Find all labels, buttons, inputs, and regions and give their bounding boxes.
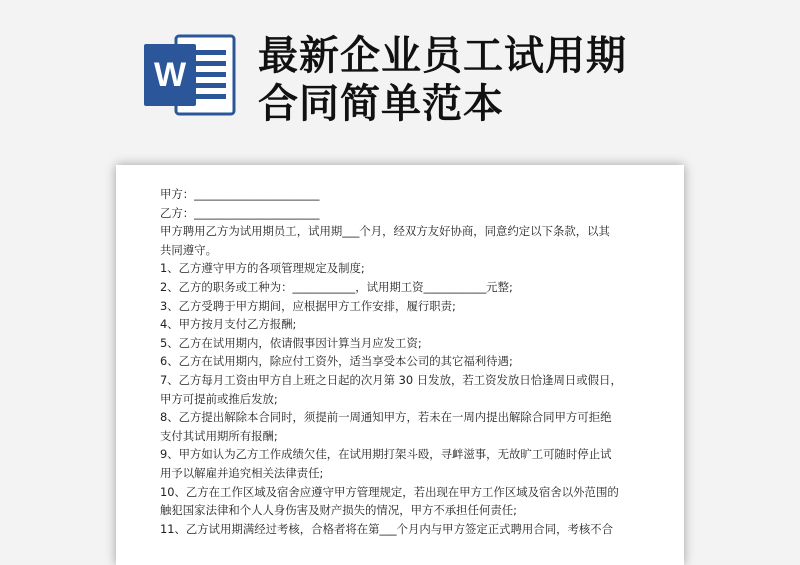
document-line: 共同遵守。 bbox=[160, 242, 217, 257]
document-line: 乙方：______________________ bbox=[160, 205, 320, 220]
document-line: 7、乙方每月工资由甲方自上班之日起的次月第 30 日发放，若工资发放日恰逢周日或假日， bbox=[160, 372, 622, 387]
document-line: 11、乙方试用期满经过考核，合格者将在第___个月内与甲方签定正式聘用合同，考核不合 bbox=[160, 521, 614, 536]
word-document-icon bbox=[142, 30, 238, 120]
document-line: 9、甲方如认为乙方工作成绩欠佳，在试用期打架斗殴，寻衅滋事，无故旷工可随时停止试 bbox=[160, 447, 612, 462]
document-line: 触犯国家法律和个人人身伤害及财产损失的情况，甲方不承担任何责任; bbox=[160, 503, 517, 518]
word-icon-letter: W bbox=[153, 56, 187, 94]
document-line: 3、乙方受聘于甲方期间，应根据甲方工作安排，履行职责; bbox=[160, 298, 456, 313]
document-body bbox=[160, 185, 650, 538]
document-line: 甲方：______________________ bbox=[160, 187, 320, 201]
document-line: 甲方聘用乙方为试用期员工，试用期___个月，经双方友好协商，同意约定以下条款，以其 bbox=[160, 224, 610, 239]
title-line-1: 最新企业员工试用期 bbox=[258, 33, 627, 79]
document-line: 用予以解雇并追究相关法律责任; bbox=[160, 465, 324, 480]
document-line: 甲方可提前或推后发放; bbox=[160, 391, 278, 406]
document-page bbox=[116, 165, 684, 565]
title-line-2: 合同简单范本 bbox=[258, 81, 504, 127]
document-line: 支付其试用期所有报酬; bbox=[160, 428, 278, 443]
document-line: 2、乙方的职务或工种为：___________，试用期工资___________元整; bbox=[160, 279, 513, 294]
page-title bbox=[258, 32, 778, 128]
document-line: 8、乙方提出解除本合同时，须提前一周通知甲方，若未在一周内提出解除合同甲方可拒绝 bbox=[160, 410, 612, 425]
header bbox=[0, 0, 800, 150]
document-line: 10、乙方在工作区域及宿舍应遵守甲方管理规定，若出现在甲方工作区域及宿舍以外范围的 bbox=[160, 484, 619, 499]
document-line: 6、乙方在试用期内，除应付工资外，适当享受本公司的其它福利待遇; bbox=[160, 354, 513, 369]
document-line: 4、甲方按月支付乙方报酬; bbox=[160, 317, 297, 332]
document-line: 5、乙方在试用期内，依请假事因计算当月应发工资; bbox=[160, 335, 422, 350]
document-line: 1、乙方遵守甲方的各项管理规定及制度; bbox=[160, 261, 365, 276]
